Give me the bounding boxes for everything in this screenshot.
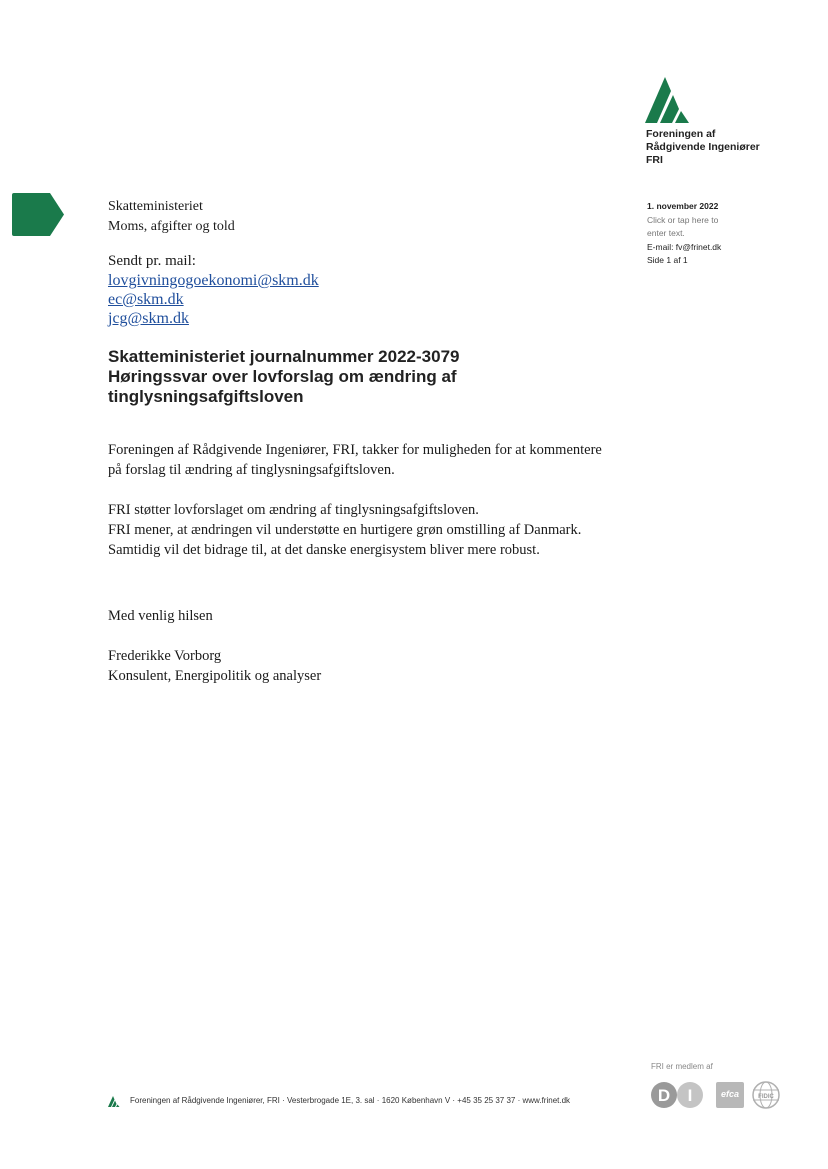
org-name-line2: Rådgivende Ingeniører [646,141,760,153]
page-marker-icon [12,193,64,236]
placeholder-line2: enter text. [647,228,685,238]
member-label: FRI er medlem af [651,1062,713,1071]
subject-line1: Skatteministeriet journalnummer 2022-3079 [108,347,460,366]
di-logo-i: I [687,1086,693,1105]
efca-logo-text: efca [720,1089,740,1099]
letter-body [108,440,618,560]
efca-logo-icon [716,1082,744,1108]
body-paragraph-2a: FRI støtter lovforslaget om ændring af tinglysningsafgiftsloven. [108,502,479,518]
recipient-line2: Moms, afgifter og told [108,219,235,234]
recipient-line1: Skatteministeriet [108,199,203,214]
email-link-lovgivning[interactable]: lovgivningogoekonomi@skm.dk [108,272,319,289]
letter-date: 1. november 2022 [647,201,719,211]
di-logo-d: D [657,1086,671,1105]
org-name-line1: Foreningen af [646,128,716,140]
subject-line2: Høringssvar over lovforslag om ændring af [108,367,457,386]
fri-logo-icon [645,77,695,123]
subject-line3: tinglysningsafgiftsloven [108,387,304,406]
body-paragraph-1: Foreningen af Rådgivende Ingeniører, FRI, takker for muligheden for at kommentere på forslag til ændring af tinglysningsafgiftsloven. [108,442,602,478]
email-link-jcg[interactable]: jcg@skm.dk [108,310,189,327]
closing-block [108,606,321,686]
subject-heading [108,347,588,407]
sent-label: Sendt pr. mail: [108,253,196,269]
sent-by-mail-block [108,252,319,328]
recipient-block [108,197,235,237]
member-logos [650,1080,782,1112]
placeholder-line1: Click or tap here to [647,214,719,225]
org-name [646,128,760,167]
signer-title: Konsulent, Energipolitik og analyser [108,668,322,684]
closing-greeting: Med venlig hilsen [108,608,213,624]
org-abbr: FRI [646,154,663,166]
email-link-ec[interactable]: ec@skm.dk [108,291,184,308]
letter-meta [647,200,721,268]
page-number: Side 1 af 1 [647,255,688,265]
footer-address: Foreningen af Rådgivende Ingeniører, FRI · Vesterbrogade 1E, 3. sal · 1620 København V · +45 35 25 37 37 · www.frinet.dk [130,1096,571,1105]
fidic-logo-text: FIDIC [758,1094,774,1100]
signer-name: Frederikke Vorborg [108,648,222,664]
body-paragraph-2b: FRI mener, at ændringen vil understøtte en hurtigere grøn omstilling af Danmark. Samtidig vil det bidrage til, at det danske energisystem bliver mere robust. [108,522,582,558]
fidic-logo-icon [753,1082,779,1108]
di-logo-icon [651,1082,703,1108]
fri-footer-logo-icon [108,1096,122,1107]
sender-email: E-mail: fv@frinet.dk [647,241,722,252]
